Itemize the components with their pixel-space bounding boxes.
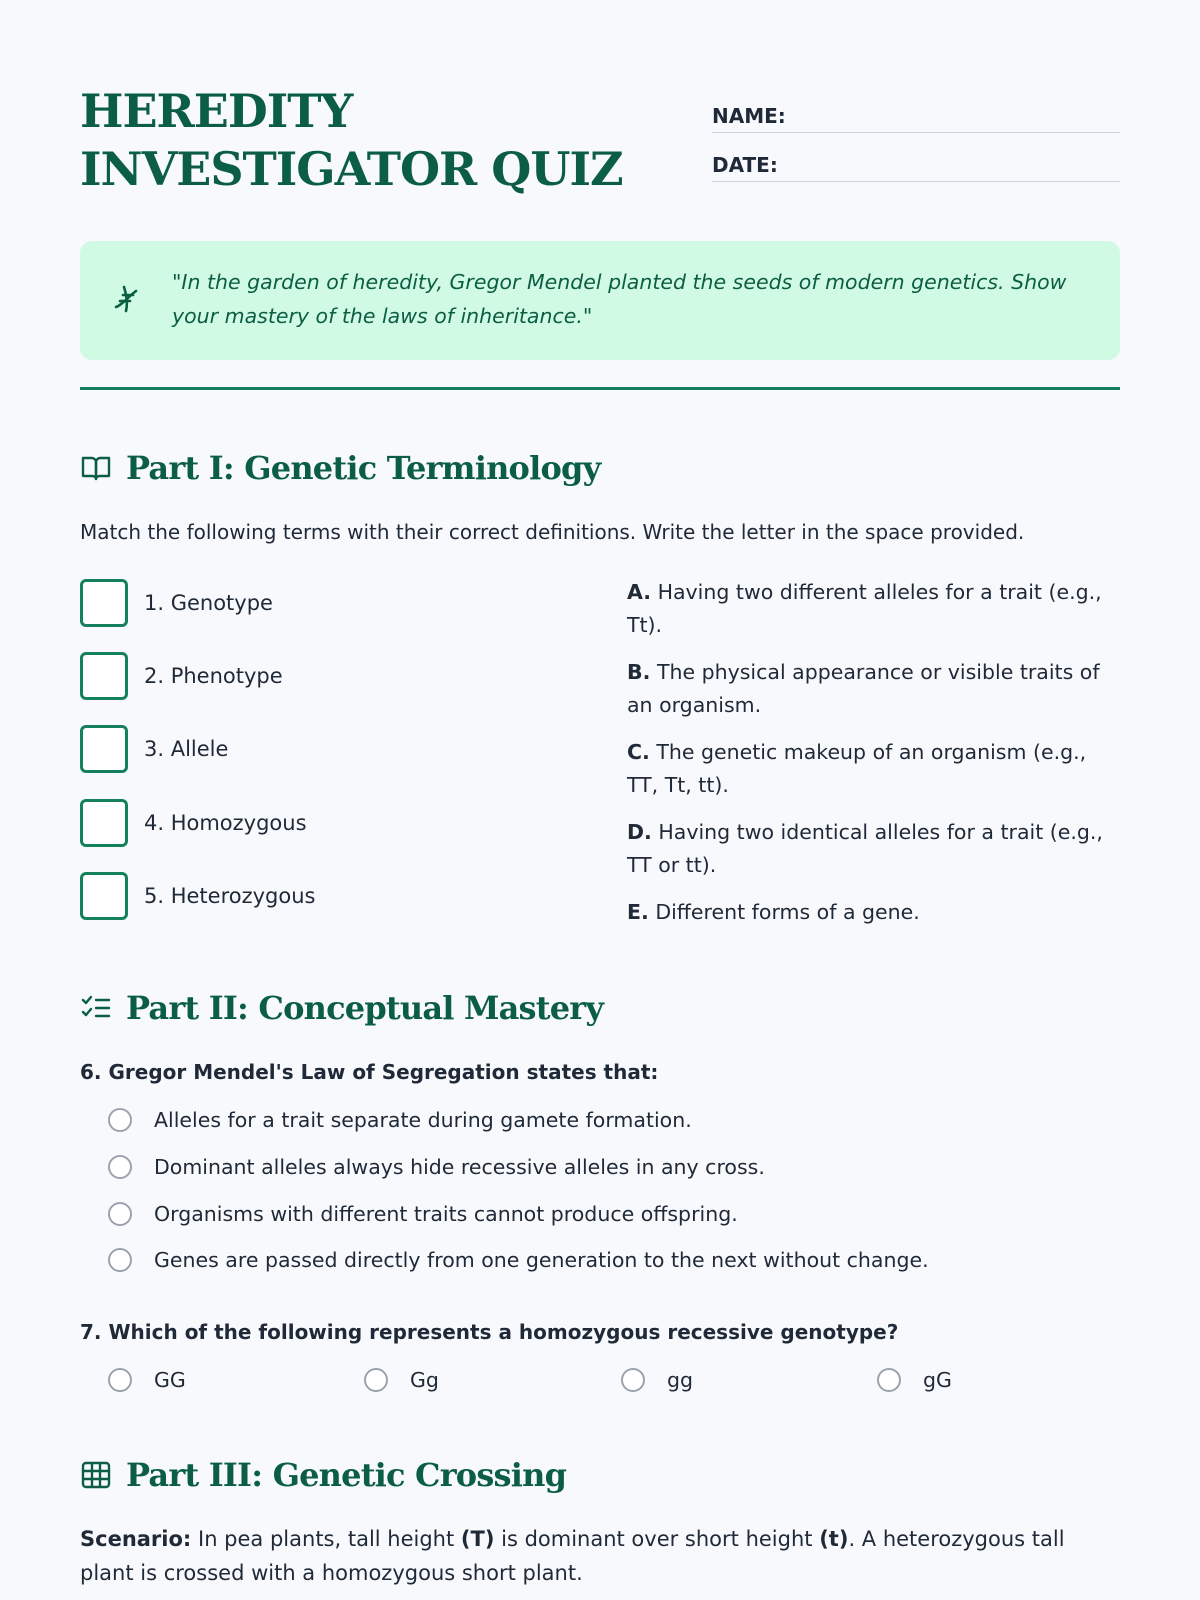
q6-option[interactable] <box>108 1152 765 1182</box>
answer-box[interactable] <box>80 872 128 920</box>
radio-button[interactable] <box>108 1202 132 1226</box>
part2-title: Part II: Conceptual Mastery <box>126 989 604 1027</box>
quote-box <box>80 241 1120 360</box>
scenario-text <box>80 1522 1120 1590</box>
option-label: Organisms with different traits cannot produce offspring. <box>154 1202 738 1226</box>
term-row <box>80 722 228 776</box>
divider <box>80 387 1120 390</box>
radio-button[interactable] <box>108 1108 132 1132</box>
definition-item <box>627 816 1117 882</box>
part1-instructions: Match the following terms with their correct definitions. Write the letter in the space provided. <box>80 520 1025 544</box>
term-label: 4. Homozygous <box>144 811 307 835</box>
definition-text: Having two identical alleles for a trait (e.g., TT or tt). <box>627 820 1103 877</box>
option-label: Gg <box>410 1368 439 1392</box>
term-label: 2. Phenotype <box>144 664 283 688</box>
radio-button[interactable] <box>364 1368 388 1392</box>
q7-option[interactable] <box>621 1365 693 1395</box>
answer-box[interactable] <box>80 725 128 773</box>
term-label: 3. Allele <box>144 737 229 761</box>
definition-letter: C. <box>627 740 650 764</box>
recessive-allele: (t) <box>819 1527 849 1551</box>
definition-item <box>627 656 1117 722</box>
scenario-part: is dominant over short height <box>494 1527 820 1551</box>
option-label: gg <box>667 1368 694 1392</box>
radio-button[interactable] <box>108 1368 132 1392</box>
definition-letter: A. <box>627 580 652 604</box>
part1-title: Part I: Genetic Terminology <box>126 449 601 487</box>
q6-option[interactable] <box>108 1199 738 1229</box>
radio-button[interactable] <box>108 1155 132 1179</box>
scenario-part: . A heterozygous tall plant is crossed with a homozygous short plant. <box>80 1527 1065 1585</box>
q6-option[interactable] <box>108 1105 692 1135</box>
term-row <box>80 649 283 703</box>
q7-option[interactable] <box>877 1365 952 1395</box>
term-row <box>80 796 307 850</box>
definition-letter: E. <box>627 900 649 924</box>
answer-box[interactable] <box>80 799 128 847</box>
term-label: 1. Genotype <box>144 591 273 615</box>
option-label: Dominant alleles always hide recessive alleles in any cross. <box>154 1155 765 1179</box>
definition-text: The genetic makeup of an organism (e.g., TT, Tt, tt). <box>627 740 1087 797</box>
definition-item <box>627 576 1117 642</box>
radio-button[interactable] <box>108 1248 132 1272</box>
quote-text: "In the garden of heredity, Gregor Mendel planted the seeds of modern genetics. Show your mastery of the laws of inheritance." <box>172 270 1067 328</box>
part2-heading <box>80 986 603 1030</box>
q7-option[interactable] <box>364 1365 439 1395</box>
term-row <box>80 576 273 630</box>
radio-button[interactable] <box>877 1368 901 1392</box>
checklist-icon <box>80 992 112 1024</box>
term-label: 5. Heterozygous <box>144 884 316 908</box>
part3-heading <box>80 1453 566 1497</box>
question-6: 6. Gregor Mendel's Law of Segregation states that: <box>80 1060 659 1084</box>
definition-letter: D. <box>627 820 652 844</box>
book-open-icon <box>80 452 112 484</box>
part1-heading <box>80 446 600 490</box>
scenario-label: Scenario: <box>80 1527 192 1551</box>
definition-text: Having two different alleles for a trait (e.g., Tt). <box>627 580 1102 637</box>
definition-text: The physical appearance or visible traits of an organism. <box>627 660 1100 717</box>
answer-box[interactable] <box>80 652 128 700</box>
definition-letter: B. <box>627 660 651 684</box>
page-title: HEREDITY INVESTIGATOR QUIZ <box>80 84 623 196</box>
definition-item <box>627 896 1117 929</box>
radio-button[interactable] <box>621 1368 645 1392</box>
dominant-allele: (T) <box>460 1527 495 1551</box>
date-field[interactable] <box>712 144 1120 182</box>
option-label: GG <box>154 1368 186 1392</box>
question-7: 7. Which of the following represents a homozygous recessive genotype? <box>80 1320 899 1344</box>
part3-title: Part III: Genetic Crossing <box>126 1456 567 1494</box>
q6-option[interactable] <box>108 1245 929 1275</box>
term-row <box>80 869 315 923</box>
option-label: gG <box>923 1368 952 1392</box>
option-label: Alleles for a trait separate during gamete formation. <box>154 1108 692 1132</box>
dna-icon <box>108 281 144 317</box>
scenario-part: In pea plants, tall height <box>191 1527 461 1551</box>
name-label: NAME: <box>712 104 786 128</box>
option-label: Genes are passed directly from one generation to the next without change. <box>154 1248 929 1272</box>
grid-table-icon <box>80 1459 112 1491</box>
q7-option[interactable] <box>108 1365 186 1395</box>
definition-item <box>627 736 1117 802</box>
definition-text: Different forms of a gene. <box>655 900 920 924</box>
date-label: DATE: <box>712 153 778 177</box>
answer-box[interactable] <box>80 579 128 627</box>
name-field[interactable] <box>712 95 1120 133</box>
